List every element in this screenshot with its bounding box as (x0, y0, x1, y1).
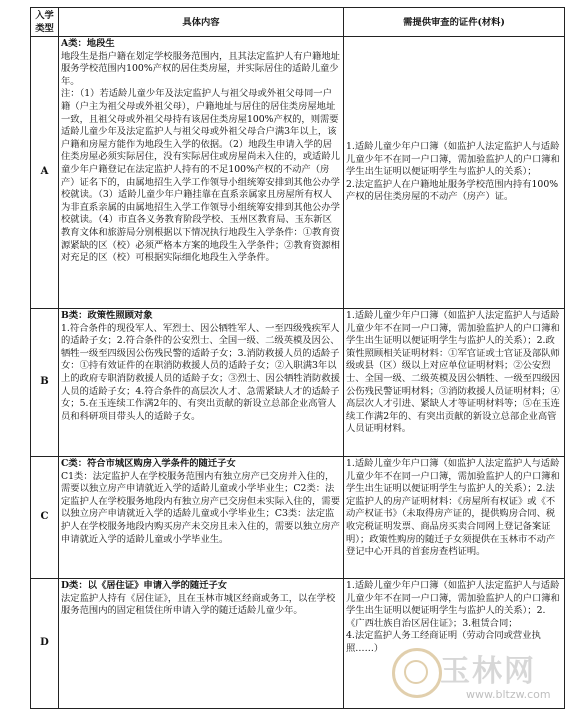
table-row-a (31, 37, 565, 309)
table-row-c (31, 457, 565, 579)
header-type: 入学 类型 (31, 8, 59, 37)
table-row-b (31, 309, 565, 457)
content-cell (59, 309, 344, 457)
admission-table (30, 7, 565, 709)
row-content: C1类：法定监护人在学校服务范围内有独立房产已交房并入住的，需要以独立房产申请就近入学的适龄儿童或小学毕业生；C2类：法定监护人在学校服务地段内有独立房产已交房但未实际入住的，需要以独立房产申请就近入学的适龄儿童或小学毕业生；C3类：法定监护人在学校服务地段内购买房产未交房且未入住的，需要以独立房产申请就近入学的适龄儿童或小学毕业生。 (61, 470, 340, 545)
type-cell: C (31, 457, 59, 579)
docs-cell: 1.适龄儿童少年户口簿（如监护人法定监护人与适龄儿童少年不在同一户口簿，需加验监护人的户口簿和学生出生证明以便证明学生与监护人的关系）；2.政策性照顾相关证明材料：①军官证或士官证及部队师级或县（区）级以上对应单位证明材料；②公安烈士、全国一级、二级英模及因公牺牲、一级至四级因公伤残民警证明材料；③消防救援人员证明材料；④高层次人才引进、紧缺人才等证明材料等；⑤在玉连续工作满2年的、有突出贡献的新设立总部企业高管人员证明材料。 (344, 309, 565, 457)
table-row-d (31, 579, 565, 709)
content-cell (59, 457, 344, 579)
row-content: 地段生是指户籍在划定学校服务范围内，且其法定监护人有户籍地址服务学校范围内100%产权的居住类房屋，并实际居住的适龄儿童少年。 注：（1）若适龄儿童少年及法定监护人与祖父母或外祖父母同一户籍（户主为祖父母或外祖父母），户籍地址与居住的居住类房屋地址一致，且祖父母或外祖父母持有该居住类房屋100%产权的，则需要适龄儿童少年及法定监护人与祖父母或外祖父母合户满3年以上，该户籍和房屋方能作为地段生入学的依据。（2）地段生申请入学的居住类房屋必须实际居住，没有实际居住或房屋尚未入住的，或适龄儿童少年户籍登记在法定监护人持有的不足100%产权的不动产（房产）证名下的，由属地招生入学工作领导小组统筹安排到其他公办学校就读。（3）适龄儿童少年户籍挂靠在直系亲属家且房屋所有权人为非直系亲属的由属地招生入学工作领导小组统筹安排到其他公办学校就读。（4）市直各义务教育阶段学校、玉州区教育局、玉东新区教育文体和旅游局分别根据以下情况执行地段生入学条件：①教育资源紧缺的区（校）必须严格本方案的地段生入学条件；②教育资源相对充足的区（校）可根据实际细化地段生入学条件。 (61, 50, 340, 264)
row-content: 法定监护人持有《居住证》，且在玉林市城区经商或务工，以在学校服务范围内的固定租赁住所申请入学的随迁适龄儿童少年。 (61, 592, 336, 617)
content-cell (59, 579, 344, 709)
type-cell: B (31, 309, 59, 457)
docs-cell: 1.适龄儿童少年户口簿（如监护人法定监护人与适龄儿童少年不在同一户口簿，需加验监护人的户口簿和学生出生证明以便证明学生与监护人的关系）；2.法定监护人的房产证明材料：《房屋所有权证》或《不动产权证书》（未取得房产证的，提供购房合同、税收完税证明发票、商品房买卖合同网上登记备案证明）；政策性购房的随迁子女须提供在玉林市不动产登记中心开具的首套房查档证明。 (344, 457, 565, 579)
table-header-row (31, 8, 565, 37)
row-title: B类：政策性照顾对象 (61, 310, 153, 321)
type-cell: A (31, 37, 59, 309)
type-cell: D (31, 579, 59, 709)
row-content: 1.符合条件的现役军人、军烈士、因公牺牲军人、一至四级残疾军人的适龄子女；2.符合条件的公安烈士、全国一级、二级英模及因公、牺牲一级至四级因公伤残民警的适龄子女；3.消防救援人员的适龄子女：①持有效证件的在职消防救援人员的适龄子女；②入职满3年以上的政府专职消防救援人员的适龄子女；③烈士、因公牺牲消防救援人员的适龄子女；4.符合条件的高层次人才、急需紧缺人才的适龄子女；5.在玉连续工作满2年的、有突出贡献的新设立总部企业高管人员和科研项目带头人的适龄子女。 (61, 322, 340, 422)
docs-cell: 1.适龄儿童少年户口簿（如监护人法定监护人与适龄儿童少年不在同一户口簿，需加验监护人的户口簿和学生出生证明以便证明学生与监护人的关系）； 2.法定监护人在户籍地址服务学校范围内持有100%产权的居住类房屋的不动产（房产）证。 (344, 37, 565, 309)
row-title: A类：地段生 (61, 38, 115, 49)
docs-cell: 1.适龄儿童少年户口簿（如监护人法定监护人与适龄儿童少年不在同一户口簿，需加验监护人的户口簿和学生出生证明以便证明学生与监护人的关系）；2.《广西壮族自治区居住证》；3.租赁合同； 4.法定监护人务工经商证明（劳动合同或营业执照……） (344, 579, 565, 709)
watermark-logo: 玉林网 (440, 654, 536, 689)
watermark-url: www.bltzw.com (466, 688, 551, 701)
row-title: C类：符合市城区购房入学条件的随迁子女 (61, 458, 236, 469)
content-cell (59, 37, 344, 309)
row-title: D类：以《居住证》申请入学的随迁子女 (61, 580, 228, 591)
header-content: 具体内容 (59, 8, 344, 37)
header-docs: 需提供审查的证件(材料) (344, 8, 565, 37)
